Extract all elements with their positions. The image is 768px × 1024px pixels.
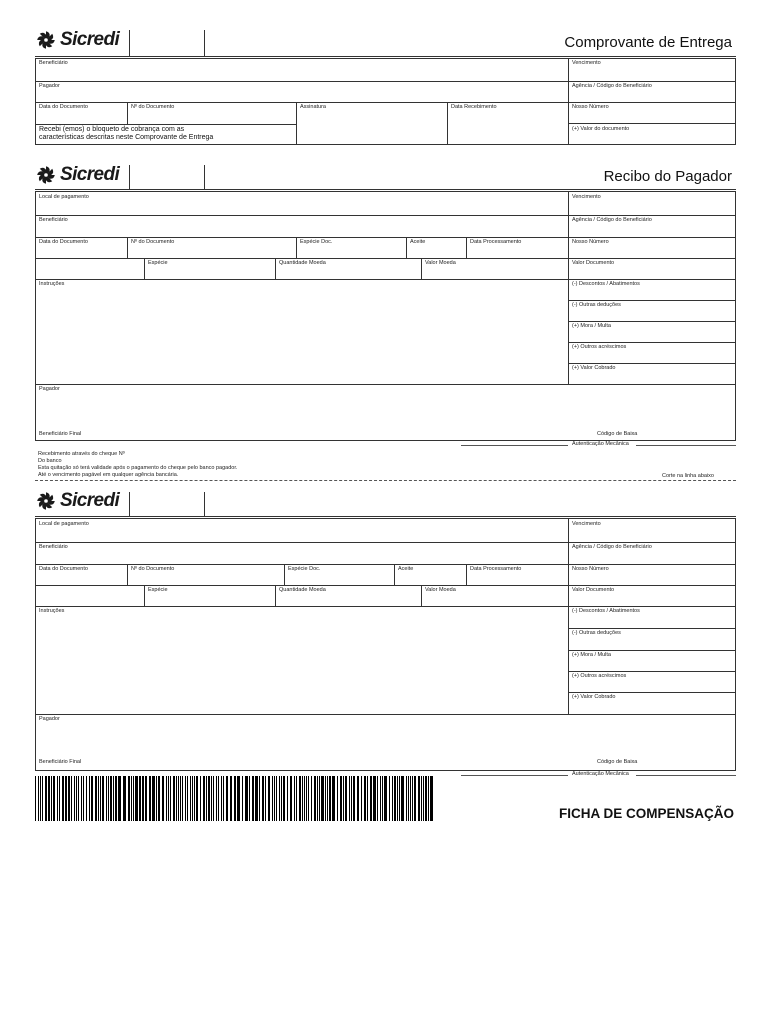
nosso-numero-label: Nosso Número — [572, 566, 609, 572]
header-rule — [35, 56, 736, 57]
especie-label: Espécie — [148, 260, 168, 266]
especie-doc-label: Espécie Doc. — [300, 239, 333, 245]
vencimento-label: Vencimento — [572, 194, 601, 200]
beneficiario-label: Beneficiário — [39, 217, 68, 223]
valor-moeda-label: Valor Moeda — [425, 587, 456, 593]
autenticacao-rule — [636, 775, 736, 776]
corte-label: Corte na linha abaixo — [662, 473, 714, 479]
sicredi-pinwheel-icon — [35, 164, 57, 186]
section-title: Recibo do Pagador — [603, 168, 732, 185]
sicredi-pinwheel-icon — [35, 490, 57, 512]
agencia-label: Agência / Código do Beneficiário — [572, 83, 652, 89]
cut-line — [35, 480, 736, 481]
beneficiario-label: Beneficiário — [39, 544, 68, 550]
valor-documento-label: Valor Documento — [572, 587, 615, 593]
header-divider — [129, 165, 130, 189]
mora-multa-label: (+) Mora / Multa — [572, 323, 611, 329]
sicredi-logo — [35, 164, 119, 186]
valor-moeda-label: Valor Moeda — [425, 260, 456, 266]
barcode-icon — [35, 776, 435, 821]
beneficiario-final-label: Beneficiário Final — [39, 431, 82, 437]
ficha-compensacao-title: FICHA DE COMPENSAÇÃO — [558, 806, 734, 821]
instrucoes-label: Instruções — [39, 608, 65, 614]
aceite-label: Aceite — [398, 566, 414, 572]
autenticacao-rule — [461, 775, 568, 776]
assinatura-label: Assinatura — [300, 104, 326, 110]
data-documento-label: Data do Documento — [39, 566, 88, 572]
quantidade-moeda-label: Quantidade Moeda — [279, 260, 326, 266]
codigo-baixa-label: Código de Baixa — [597, 759, 638, 765]
mora-multa-label: (+) Mora / Multa — [572, 652, 611, 658]
nosso-numero-label: Nosso Número — [572, 104, 609, 110]
data-processamento-label: Data Processamento — [470, 566, 522, 572]
codigo-baixa-label: Código de Baixa — [597, 431, 638, 437]
n-documento-label: Nº do Documento — [131, 239, 175, 245]
header-divider — [204, 165, 205, 189]
recebi-statement: Recebi (emos) o bloqueto de cobrança com as características descritas neste Comprovante de Entrega — [39, 126, 214, 142]
data-recebimento-label: Data Recebimento — [451, 104, 497, 110]
descontos-label: (-) Descontos / Abatimentos — [572, 281, 640, 287]
sicredi-logo — [35, 490, 119, 512]
header-divider — [204, 492, 205, 516]
header-divider — [129, 492, 130, 516]
autenticacao-label: Autenticação Mecânica — [572, 441, 629, 447]
local-pagamento-label: Local de pagamento — [39, 521, 89, 527]
agencia-label: Agência / Código do Beneficiário — [572, 544, 652, 550]
brand-name: Sicredi — [60, 164, 120, 185]
header-rule — [35, 189, 736, 190]
cheque-notes: Recebimento através do cheque Nº Do banco Esta quitação só terá validade após o pagamento do cheque pelo banco pagador. Até o vencimento pagável em qualquer agência bancária. — [38, 451, 238, 478]
data-documento-label: Data do Documento — [39, 104, 88, 110]
nosso-numero-label: Nosso Número — [572, 239, 609, 245]
header-divider — [204, 30, 205, 56]
n-documento-label: Nº do Documento — [131, 104, 175, 110]
autenticacao-rule — [461, 445, 568, 446]
pagador-label: Pagador — [39, 716, 60, 722]
quantidade-moeda-label: Quantidade Moeda — [279, 587, 326, 593]
especie-label: Espécie — [148, 587, 168, 593]
outros-acrescimos-label: (+) Outros acréscimos — [572, 673, 627, 679]
valor-documento-label: Valor Documento — [572, 260, 615, 266]
local-pagamento-label: Local de pagamento — [39, 194, 89, 200]
brand-name: Sicredi — [60, 490, 120, 511]
beneficiario-label: Beneficiário — [39, 60, 68, 66]
valor-cobrado-label: (+) Valor Cobrado — [572, 365, 616, 371]
outras-deducoes-label: (-) Outras deduções — [572, 630, 621, 636]
data-processamento-label: Data Processamento — [470, 239, 522, 245]
vencimento-label: Vencimento — [572, 521, 601, 527]
section-title: Comprovante de Entrega — [564, 34, 732, 51]
ficha-form — [35, 518, 736, 771]
vencimento-label: Vencimento — [572, 60, 601, 66]
n-documento-label: Nº do Documento — [131, 566, 175, 572]
outros-acrescimos-label: (+) Outros acréscimos — [572, 344, 627, 350]
brand-name: Sicredi — [60, 29, 120, 50]
sicredi-logo — [35, 29, 119, 51]
sicredi-pinwheel-icon — [35, 29, 57, 51]
instrucoes-label: Instruções — [39, 281, 65, 287]
comprovante-form — [35, 58, 736, 145]
outras-deducoes-label: (-) Outras deduções — [572, 302, 621, 308]
especie-doc-label: Espécie Doc. — [288, 566, 321, 572]
descontos-label: (-) Descontos / Abatimentos — [572, 608, 640, 614]
aceite-label: Aceite — [410, 239, 426, 245]
header-rule — [35, 516, 736, 517]
recibo-form — [35, 191, 736, 441]
autenticacao-rule — [636, 445, 736, 446]
header-divider — [129, 30, 130, 56]
beneficiario-final-label: Beneficiário Final — [39, 759, 82, 765]
pagador-label: Pagador — [39, 83, 60, 89]
valor-cobrado-label: (+) Valor Cobrado — [572, 694, 616, 700]
pagador-label: Pagador — [39, 386, 60, 392]
data-documento-label: Data do Documento — [39, 239, 88, 245]
autenticacao-label: Autenticação Mecânica — [572, 771, 629, 777]
valor-documento-label: (+) Valor do documento — [572, 126, 630, 132]
agencia-label: Agência / Código do Beneficiário — [572, 217, 652, 223]
